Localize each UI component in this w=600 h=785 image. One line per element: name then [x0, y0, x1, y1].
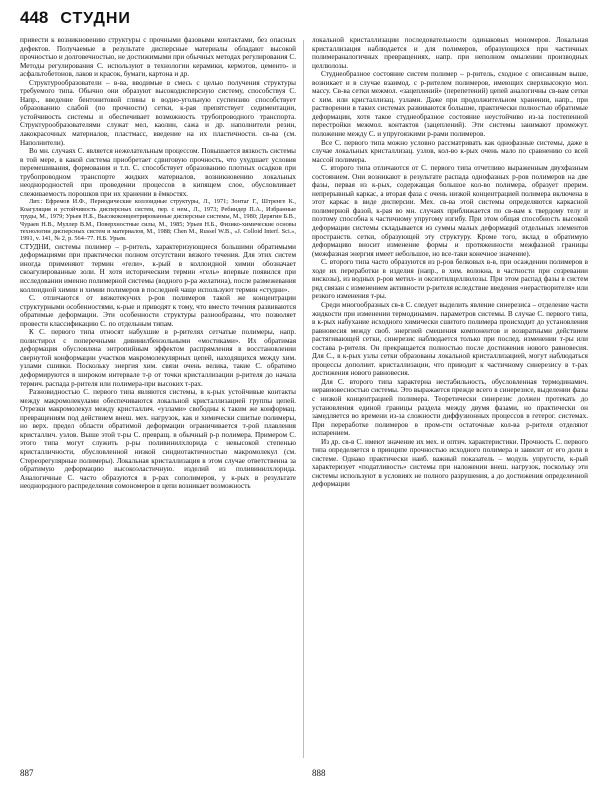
left-column [20, 36, 296, 758]
footer-left-page-number: 887 [20, 768, 34, 778]
paragraph: С. отличаются от вязкотекучих р-ров полимеров такой же концентрации структурными особенностями, к-рые и приводят к тому, что вместо течения развиваются обратимые деформации. Эти особенности структуры разнообразны, что позволяет провести классификацию С. по отдельным типам. [20, 294, 296, 328]
entry-studni: СТУДНИ, системы полимер – р-ритель, характеризующиеся большими обратимыми деформациями при практически полном отсутствии вязкого течения. Для этих систем иногда применяют термин «гели», к-рый в коллоидной химии обозначает скоагулированные золи. Н хотя историческим термин «гель» впервые появился при исследовании именно полимерной системы (водного р-ра желатина), после размежевания коллоидной химии и химии полимеров в последней чаще используют термин «студни». [20, 242, 296, 294]
paragraph: Все С. первого типа можно условно рассматривать как однофазные системы, даже в случае локальных кристаллизац. узлов, кол-во к-рых очень мало по сравнению со всей массой полимера. [312, 138, 588, 164]
paragraph: привести к возникновению структуры с прочными фазовыми контактами, без опасных дефектов. Получаемые в результате дисперсные материалы обладают высокой прочностью и долговечностью, не достижимыми при обычных методах регулирования С. Методы регулирования С. используют в технологии керамики, кермэтов, цементо- и асфальтобетонов, лаков и красок, бумаги, картона и др. [20, 36, 296, 79]
paragraph: С. второго типа часто образуются из р-ров белковых в-в, при осаждении полимеров в ходе их переработки в изделия (напр., в хим. волокна, в частности при созревании вискозы), из водных р-ров метил- и оксиэтилцеллюлозы. При этом распад фазы в систем ряд связан с изменением активности р-рителя вследствие введения «нерастворителя» или резкого изменения т-ры. [312, 258, 588, 301]
paragraph: С. второго типа отличаются от С. первого типа отчетливо выраженным двухфазным состоянием. Они возникают в результате распада однофазных р-ров полимеров на две фазы, первая из к-рых, содержащая большое кол-во полимера, образует прерим. непрерывный каркас, а вторая фаза с очень низкой концентрацией полимера включена в этот каркас в виде дисперсии. Мех. св-ва этой системы определяются каркасной полимерной фазой, к-рая во мн. случаях приближается по св-вам к твердому телу и поэтому способна к частичному упругому изгибу. При этом общая способность высокой деформации системы складывается из суммы малых деформаций отдельных элементов пространств. сетки, образующей эту структуру. Кроме того, вклад в обратимую деформацию вносит изменение формы и протяженности межфазной границы (межфазная энергия имеет небольшое, но все-таки конечное значение). [312, 164, 588, 258]
footer-right-page-number: 888 [312, 768, 326, 778]
paragraph: Во мн. случаях С. является нежелательным процессом. Повышается вязкость системы в той мере, в какой система приобретает сдвиговую прочность, что ухудшает условия перемешивания, формования и т.п. С. способствует образованию плотных осадков при трубопроводном транспорте жидких материалов, возникновению локальных неоднородностей при проведении процессов в кипящем слое, обусловливает слеживаемость порошков при их хранении в ёмкостях. [20, 147, 296, 198]
paragraph: Из др. св-в С. имеют значение их мех. и оптич. характеристики. Прочность С. первого типа определяется в принципе прочностью исходного полимера и зависит от его доли в системе. Однако практически наиб. важный показатель – модуль упругости, к-рый характеризует «податливость» системы при наложении внеш. нагрузок, поскольку эти системы используют в условиях не полного разрушения, а до достижения определенной деформации [312, 437, 588, 489]
right-column [312, 36, 588, 758]
paragraph: Для С. второго типа характерна нестабильность, обусловленная термодинамич. неравновесностью системы. Это выражается прежде всего в синерезисе, выделении фазы с низкой концентрацией полимера. Теоретически синерезис должен протекать до установления единой границы раздела между двумя фазами, но практически он замедляется во времени из-за сложности диффузионных процессов в гетерог. системах. При переработке полимеров в пром-сти остаточные кол-ва р-рителя отделяют испарением. [312, 377, 588, 438]
paragraph: Среди многообразных св-в С. следует выделить явление синерезиса – отделение части жидкости при изменении термодинамич. параметров системы. В случае С. первого типа, в к-рых набухание исходного химически сшитого полимера происходит до установления равновесия между своб. энергией смешения компонентов и возвратными действием растягивающей сетки, синерезис наблюдается только при послед. изменении т-ры или состава р-рителя. Он прекращается полностью после достижения нового равновесия. Для С., в к-рых узлы сетки образованы локальной кристаллизацией, могут наблюдаться процессы дополнит. кристаллизации, что приводит к частичному синерезису в т-рах достижения нового равновесия. [312, 300, 588, 378]
page-number: 448 [20, 8, 49, 27]
column-divider [303, 40, 304, 758]
references: Лит.: Ефремов И.Ф., Периодические коллоидные структуры, Л., 1971; Зонтаг Г., Штренге К., Коагуляция и устойчивость дисперсных систем, пер. с нем., Л., 1973; Ребиндер П.А., Избранные труды, М., 1979; Урьев Н.Б., Высококонцентрированные дисперсные системы, М., 1980; Дерягин Б.В., Чураев Н.В., Муллер В.М., Поверхностные силы, М., 1985; Урьев Н.Б., Физико-химические основы технологии дисперсных систем и материалов, М., 1988; Chen M., Russel W.B., «J. Colloid Interf. Sci.», 1991, v. 141, № 2, p. 564–77. Н.Б. Урьев. [20, 198, 296, 243]
paragraph: Структурообразователи – в-ва, вводимые в смесь с целью получения структуры требуемого типа. Обычно они образуют высокодисперсную систему, способствуя С. Напр., введение бентонитовой глины в водно-угольную суспензию способствует образованию слабой (по прочности) сетки, к-рая препятствует седиментации, устойчивость системы и обеспечивает возможность трубопроводного транспорта. Структурообразователями служат мел, каолин, сажа и др. наполнители резин, лакокрасочных материалов, пластмасс, введение на их пластичности. св-ва (см. Наполнители). [20, 78, 296, 147]
running-title: СТУДНИ [60, 10, 131, 27]
paragraph: К С. первого типа относят набухшие в р-рителях сетчатые полимеры, напр. полистирол с поперечными дивинилбензольными «мостиками». Их обратимая деформация обусловлена энтропийным эффектом распрямления в восстановлении свернутой конформации участков макромолекулярных цепей, находящихся между хим. узлами сшивки. Поскольку энергия хим. связи очень велика, такие С. обратимо деформируются в широком интервале т-р от точки кристаллизации р-рителя до начала термич. распада р-рителя или полимера-при высоких т-рах. [20, 328, 296, 388]
paragraph: Разновидностью С. первого типа являются системы, в к-рых устойчивые контакты между макромолекулами обеспечиваются локальной кристаллизацией группы цепей. Отрезки макромолекул между кристаллич. «узлами» свободны к таким же конформац. превращениям под действием внеш. мех. нагрузок, как и химически сшитые полимеры, но верх. предел области обратимой деформации ограничивается т-рой плавления кристаллич. узлов. Выше этой т-ры С. превращ. в обычный р-р полимера. Примером С. этого типа могут служить р-ры поливинилхлорида с невысокой степенью кристалличности, обусловленной низкой синдиотактичностью макромолекул (см. Стереорегулярные полимеры). Локальная кристаллизация в этом случае ответственна за обратимую деформацию высокоэластичную. изделий из поливинилхлорида. Аналогичные С. часто образуются в р-рах сополимеров, у к-рых в результате неоднородного распределения сомономеров в цепи возникает возможность [20, 388, 296, 491]
paragraph: локальной кристаллизации последовательности одинаковых мономеров. Локальная кристаллизация наблюдается и для полимеров, образующихся при частичных полимераналогичных превращениях, напр. при неполном омылении производных целлюлозы. [312, 36, 588, 70]
page-header [20, 8, 131, 34]
paragraph: Студнеобразное состояние систем полимер – р-ритель, сходное с описанным выше, возникает и в случае взаимод. с р-рителем полимеров, имеющих сверхвысокую мол. массу. Св-ва сетки межмол. «зацеплений» (перепетений) цепей аналогичны св-вам сетки с хим. или кристаллизац. узлами. Даже при продолжительном хранении, напр., при растворении в таких системах развиваются большие, практически полностью обратимые деформации, хотя такое студнеобразное состояние неустойчиво из-за постепенной перестройки межмол. контактов (зацеплений). Эти системы занимают промежут. положение между С. и упругоязкими р-рами полимеров. [312, 70, 588, 139]
